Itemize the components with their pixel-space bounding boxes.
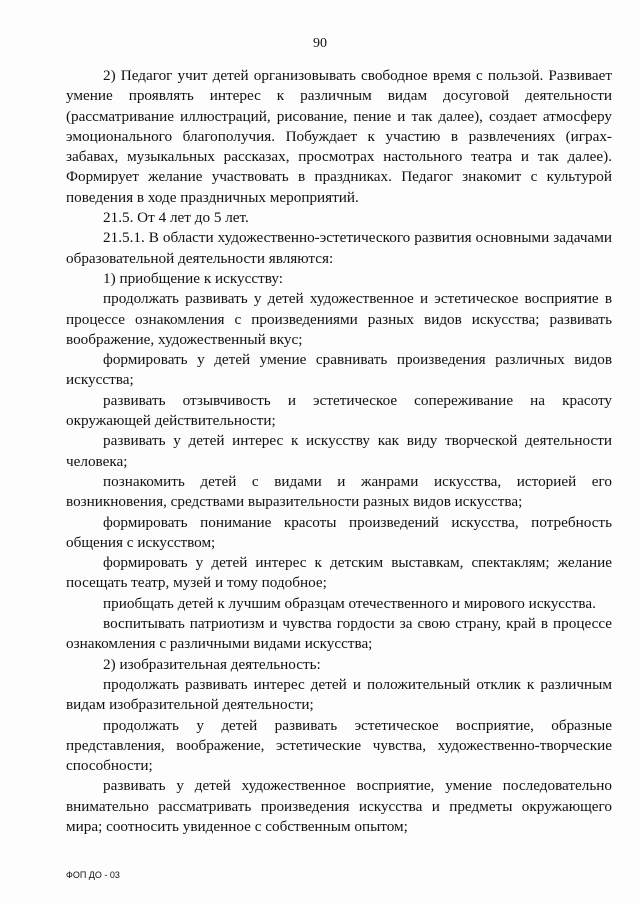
- list-item: познакомить детей с видами и жанрами искусства, историей его возникновения, средствами выразительности разных видов искусства;: [66, 472, 612, 511]
- list-item: развивать у детей интерес к искусству как виду творческой деятельности человека;: [66, 432, 612, 470]
- list-item: развивать отзывчивость и эстетическое сопереживание на красоту окружающей действительности;: [66, 391, 612, 430]
- paragraph-tasks-intro: 21.5.1. В области художественно-эстетического развития основными задачами образовательной деятельности являются:: [66, 229, 612, 267]
- paragraph-leisure: 2) Педагог учит детей организовывать свободное время с пользой. Развивает умение проявлять интерес к различным видам досуговой деятельности (рассматривание иллюстраций, рисование, пение и так далее), создает атмосферу эмоционального благополучия. Побуждает к участию в развлечениях (играх-забавах, музыкальных рассказах, просмотрах настольного театра и так далее). Формирует желание участвовать в праздниках. Педагог знакомит с культурой поведения в ходе праздничных мероприятий.: [66, 67, 612, 206]
- section-heading-age: 21.5. От 4 лет до 5 лет.: [103, 209, 249, 227]
- list-item: развивать у детей художественное восприятие, умение последовательно внимательно рассматривать произведения искусства и предметы окружающего мира; соотносить увиденное с собственным опытом;: [66, 777, 612, 835]
- list-item: продолжать развивать у детей художественное и эстетическое восприятие в процессе ознакомления с произведениями разных видов искусства; развивать воображение, художественный вкус;: [66, 290, 612, 348]
- list-item: продолжать у детей развивать эстетическое восприятие, образные представления, воображение, эстетические чувства, художественно-творческие способности;: [66, 716, 612, 775]
- list-item: формировать у детей интерес к детским выставкам, спектаклям; желание посещать театр, музей и тому подобное;: [66, 554, 612, 592]
- list-heading-art: 1) приобщение к искусству:: [103, 269, 284, 287]
- list-item: формировать понимание красоты произведений искусства, потребность общения с искусством;: [66, 513, 612, 551]
- document-body: [66, 66, 612, 837]
- page-number: 90: [313, 36, 327, 51]
- list-item: воспитывать патриотизм и чувства гордости за свою страну, край в процессе ознакомления с различными видами искусства;: [66, 615, 612, 653]
- list-item: приобщать детей к лучшим образцам отечественного и мирового искусства.: [103, 594, 596, 612]
- list-item: формировать у детей умение сравнивать произведения различных видов искусства;: [66, 351, 612, 389]
- list-heading-visual-activity: 2) изобразительная деятельность:: [103, 655, 321, 673]
- list-item: продолжать развивать интерес детей и положительный отклик к различным видам изобразительной деятельности;: [66, 675, 612, 714]
- document-footer-code: ФОП ДО - 03: [66, 870, 120, 880]
